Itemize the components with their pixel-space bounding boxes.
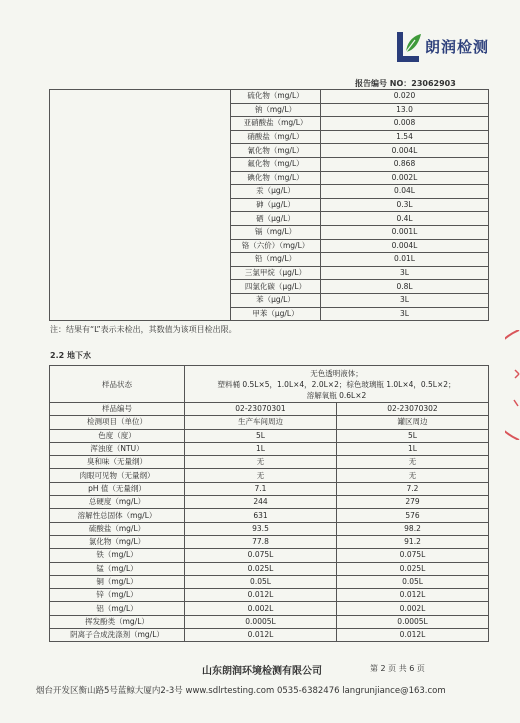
value-cell: 无: [337, 469, 489, 482]
report-number: 报告编号 NO：23062903: [355, 79, 456, 88]
state-line: 无色透明液体；: [310, 368, 363, 378]
value-cell: 0.002L: [337, 602, 489, 615]
item-cell: 浑浊度（NTU）: [50, 442, 185, 455]
value-cell: 02-23070301: [185, 403, 337, 416]
value-cell: 0.008: [321, 117, 489, 131]
item-cell: 硫化物（mg/L）: [231, 90, 321, 104]
item-cell: 臭和味（无量纲）: [50, 456, 185, 469]
item-cell: 汞（μg/L）: [231, 185, 321, 199]
seal-stamp-icon: [505, 330, 520, 440]
value-cell: 0.025L: [337, 562, 489, 575]
results-table-continued: [49, 89, 489, 321]
table-row: [50, 403, 489, 416]
value-cell: 0.012L: [337, 589, 489, 602]
value-cell: 0.0005L: [337, 615, 489, 628]
value-cell: 3L: [321, 307, 489, 321]
value-cell: 244: [185, 496, 337, 509]
item-cell: 钠（mg/L）: [231, 103, 321, 117]
logo-mark-icon: [393, 30, 423, 64]
state-line: 溶解氧瓶 0.6L×2: [306, 390, 367, 400]
value-cell: 631: [185, 509, 337, 522]
table-row: [50, 575, 489, 588]
value-cell: 0.05L: [185, 575, 337, 588]
table-row: [50, 522, 489, 535]
item-cell: 铝（mg/L）: [50, 602, 185, 615]
table-row: [50, 90, 489, 104]
item-cell: 硒（μg/L）: [231, 212, 321, 226]
item-cell: 阴离子合成洗涤剂（mg/L）: [50, 629, 185, 642]
value-cell: 91.2: [337, 535, 489, 548]
table-row: [50, 615, 489, 628]
item-cell: 锌（mg/L）: [50, 589, 185, 602]
item-cell: 甲苯（μg/L）: [231, 307, 321, 321]
value-cell: 无: [337, 456, 489, 469]
item-cell: 总硬度（mg/L）: [50, 496, 185, 509]
logo-text: 朗润检测: [425, 38, 490, 56]
value-cell: 5L: [337, 429, 489, 442]
table-row: [50, 429, 489, 442]
table-row: [50, 442, 489, 455]
item-cell: 镉（mg/L）: [231, 225, 321, 239]
item-cell: pH 值（无量纲）: [50, 482, 185, 495]
value-cell: 0.002L: [185, 602, 337, 615]
item-cell: 四氯化碳（μg/L）: [231, 280, 321, 294]
value-cell: 1.54: [321, 130, 489, 144]
item-cell: 氰化物（mg/L）: [231, 144, 321, 158]
item-cell: 铅（mg/L）: [231, 253, 321, 267]
item-cell: 氯化物（mg/L）: [50, 535, 185, 548]
value-cell: 0.004L: [321, 144, 489, 158]
item-cell: 肉眼可见物（无量纲）: [50, 469, 185, 482]
value-cell: 5L: [185, 429, 337, 442]
item-cell: 氟化物（mg/L）: [231, 157, 321, 171]
value-cell: 98.2: [337, 522, 489, 535]
value-cell: 0.868: [321, 157, 489, 171]
item-cell: 苯（μg/L）: [231, 293, 321, 307]
item-cell: 色度（度）: [50, 429, 185, 442]
value-cell: 02-23070302: [337, 403, 489, 416]
value-cell: 0.001L: [321, 225, 489, 239]
value-cell: 0.012L: [337, 629, 489, 642]
value-cell: 1L: [337, 442, 489, 455]
item-cell: 铜（mg/L）: [50, 575, 185, 588]
item-cell: 亚硝酸盐（mg/L）: [231, 117, 321, 131]
blank-cell: [50, 90, 231, 321]
value-cell: 0.002L: [321, 171, 489, 185]
value-cell: 0.4L: [321, 212, 489, 226]
item-cell: 硝酸盐（mg/L）: [231, 130, 321, 144]
item-cell: 碘化物（mg/L）: [231, 171, 321, 185]
value-cell: 0.025L: [185, 562, 337, 575]
value-cell: 279: [337, 496, 489, 509]
footer-address: 烟台开发区衡山路5号蓝鲸大厦内2-3号 www.sdlrtesting.com 0535-6382476 langrunjiance@163.com: [36, 686, 446, 696]
value-cell: 0.012L: [185, 589, 337, 602]
item-cell: 挥发酚类（mg/L）: [50, 615, 185, 628]
table-row: [50, 416, 489, 429]
value-cell: 0.020: [321, 90, 489, 104]
sample-state-value: [185, 366, 489, 403]
value-cell: 93.5: [185, 522, 337, 535]
table-row: [50, 549, 489, 562]
groundwater-table: [49, 365, 489, 642]
value-cell: 7.2: [337, 482, 489, 495]
table-row: [50, 456, 489, 469]
item-cell: 三氯甲烷（μg/L）: [231, 266, 321, 280]
item-cell: 锰（mg/L）: [50, 562, 185, 575]
value-cell: 0.0005L: [185, 615, 337, 628]
value-cell: 无: [185, 469, 337, 482]
table-row: [50, 629, 489, 642]
company-logo: [393, 30, 505, 70]
item-cell: 砷（μg/L）: [231, 198, 321, 212]
table-row: [50, 562, 489, 575]
value-cell: 0.04L: [321, 185, 489, 199]
value-cell: 576: [337, 509, 489, 522]
value-cell: 0.8L: [321, 280, 489, 294]
value-cell: 罐区周边: [337, 416, 489, 429]
value-cell: 0.004L: [321, 239, 489, 253]
item-cell: 检测项目（单位）: [50, 416, 185, 429]
value-cell: 生产车间周边: [185, 416, 337, 429]
state-line: 塑料桶 0.5L×5，1.0L×4，2.0L×2；棕色玻璃瓶 1.0L×4，0.5L×2；: [217, 379, 456, 389]
page-number: 第 2 页 共 6 页: [370, 664, 425, 673]
value-cell: 3L: [321, 293, 489, 307]
value-cell: 无: [185, 456, 337, 469]
value-cell: 13.0: [321, 103, 489, 117]
value-cell: 0.05L: [337, 575, 489, 588]
value-cell: 0.01L: [321, 253, 489, 267]
item-cell: 溶解性总固体（mg/L）: [50, 509, 185, 522]
table-row: [50, 602, 489, 615]
table-row: [50, 469, 489, 482]
value-cell: 1L: [185, 442, 337, 455]
table-row: [50, 589, 489, 602]
value-cell: 0.3L: [321, 198, 489, 212]
item-cell: 样品编号: [50, 403, 185, 416]
item-cell: 铬（六价）（mg/L）: [231, 239, 321, 253]
table-row: [50, 509, 489, 522]
sample-state-label: 样品状态: [50, 366, 185, 403]
value-cell: 7.1: [185, 482, 337, 495]
table-row: [50, 496, 489, 509]
value-cell: 77.8: [185, 535, 337, 548]
table-row: [50, 535, 489, 548]
table-row: [50, 482, 489, 495]
table-row: [50, 366, 489, 403]
value-cell: 3L: [321, 266, 489, 280]
value-cell: 0.075L: [185, 549, 337, 562]
section-title: 2.2 地下水: [50, 351, 91, 360]
value-cell: 0.012L: [185, 629, 337, 642]
item-cell: 铁（mg/L）: [50, 549, 185, 562]
footer-company: 山东朗润环境检测有限公司: [202, 666, 322, 677]
footnote: 注：结果有“L”表示未检出，其数值为该项目检出限。: [50, 325, 237, 334]
value-cell: 0.075L: [337, 549, 489, 562]
item-cell: 硫酸盐（mg/L）: [50, 522, 185, 535]
